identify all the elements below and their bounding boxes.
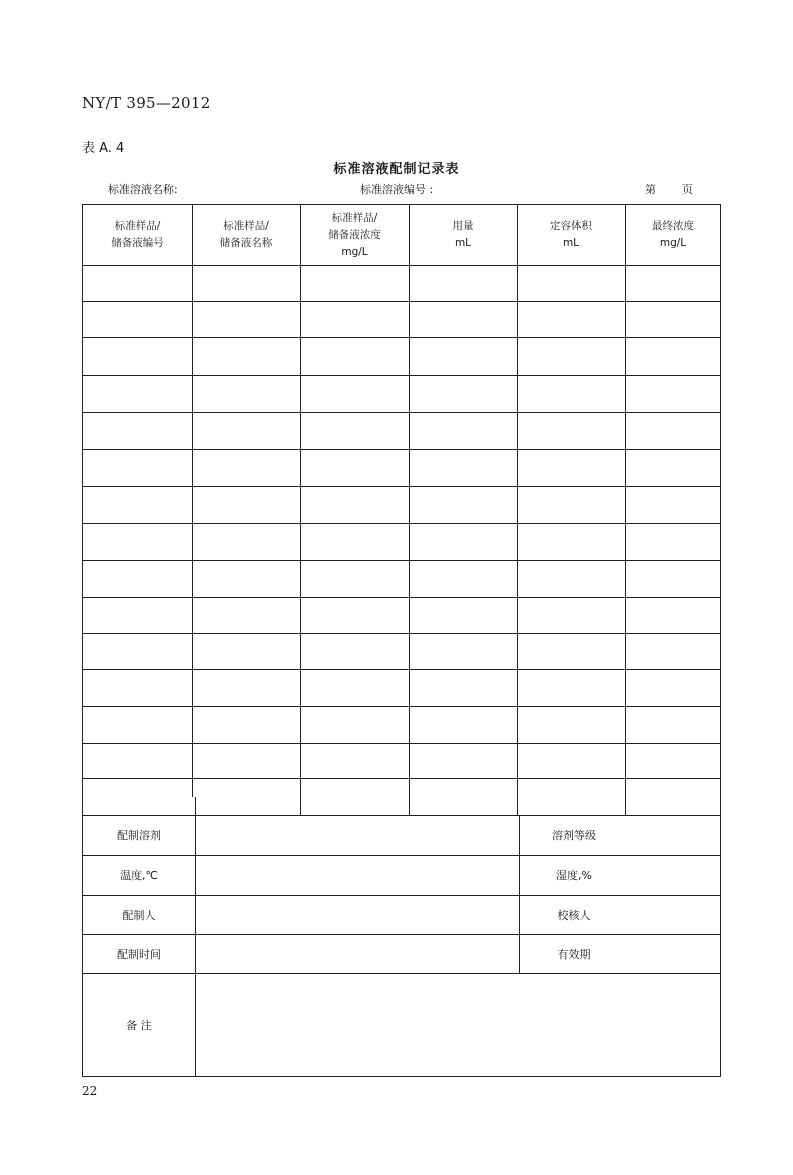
header-line: 标准样品/ [223, 220, 269, 232]
header-line: 定容体积 [550, 220, 592, 232]
solution-number-label: 标准溶液编号 : [360, 183, 434, 196]
header-line: mg/L [659, 237, 687, 249]
header-line: 储备液名称 [219, 237, 273, 249]
row-divider [83, 337, 720, 338]
validity-label: 有效期 [557, 947, 591, 961]
row-divider [83, 669, 720, 670]
row-divider [83, 706, 720, 707]
header-stock-name [192, 205, 300, 265]
standard-code: NY/T 395—2012 [82, 94, 211, 112]
column-divider [192, 205, 193, 797]
checker-label: 校核人 [557, 908, 591, 922]
solvent-grade-label: 溶剂等级 [552, 829, 596, 842]
header-line: 最终浓度 [652, 220, 694, 232]
row-divider [83, 523, 720, 524]
preparation-time-label: 配制时间 [117, 947, 161, 961]
row-divider [83, 375, 720, 376]
header-line: mL [454, 237, 472, 249]
form-title: 标准溶液配制记录表 [333, 162, 460, 177]
record-table [82, 204, 721, 1077]
header-stock-concentration [300, 205, 409, 265]
row-divider [83, 778, 720, 779]
header-line: 标准样品/ [114, 220, 161, 232]
header-line: 用量 [452, 220, 474, 232]
column-divider [625, 205, 626, 815]
row-divider [83, 449, 720, 450]
header-final-concentration [625, 205, 721, 265]
header-final-volume [517, 205, 625, 265]
header-line: 储备液浓度 [328, 228, 381, 241]
header-line: mL [562, 237, 580, 249]
page-number: 22 [82, 1084, 98, 1098]
page-label-suffix: 页 [682, 183, 693, 196]
temperature-label: 温度,℃ [120, 869, 158, 882]
row-divider [83, 597, 720, 598]
header-dosage [409, 205, 517, 265]
page-label-prefix: 第 [645, 183, 656, 196]
header-line: mg/L [341, 245, 368, 258]
header-line: 储备液编号 [111, 237, 164, 249]
row-divider [83, 412, 720, 413]
row-divider [83, 743, 720, 744]
header-line: 标准样品/ [331, 211, 378, 224]
row-divider [83, 633, 720, 634]
column-divider [300, 205, 301, 815]
footer-label-divider [195, 797, 196, 1077]
humidity-label: 湿度,% [556, 869, 592, 882]
header-stock-number [83, 205, 192, 265]
column-divider [517, 205, 518, 815]
remarks-label: 备 注 [126, 1019, 152, 1032]
preparer-label: 配制人 [122, 908, 156, 922]
row-divider [83, 486, 720, 487]
row-divider [83, 301, 720, 302]
table-number: 表 A. 4 [82, 141, 125, 156]
solvent-label: 配制溶剂 [117, 829, 161, 842]
row-divider [83, 560, 720, 561]
column-divider [409, 205, 410, 815]
solution-name-label: 标准溶液名称: [108, 183, 178, 196]
